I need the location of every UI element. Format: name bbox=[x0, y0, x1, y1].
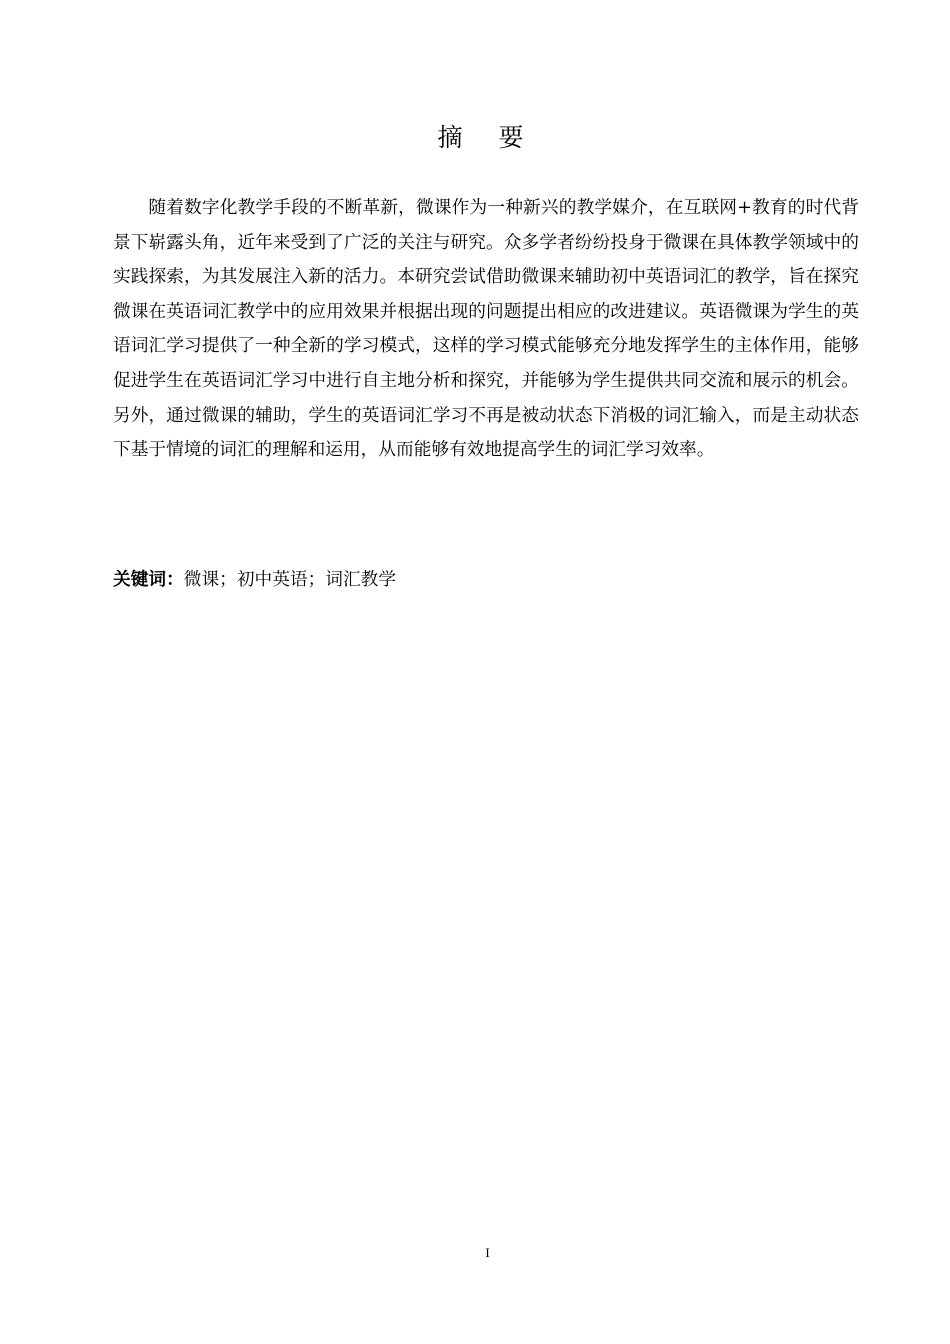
keywords-value: 微课；初中英语；词汇教学 bbox=[183, 570, 397, 590]
page-title: 摘 要 bbox=[437, 123, 538, 152]
page-number: I bbox=[485, 1245, 490, 1260]
keywords-label: 关键词： bbox=[113, 570, 184, 590]
keywords-line bbox=[113, 565, 859, 595]
abstract-paragraph: 随着数字化教学手段的不断革新，微课作为一种新兴的教学媒介，在互联网+教育的时代背景下崭露头角，近年来受到了广泛的关注与研究。众多学者纷纷投身于微课在具体教学领域中的实践探索，为其发展注入新的活力。本研究尝试借助微课来辅助初中英语词汇的教学，旨在探究微课在英语词汇教学中的应用效果并根据出现的问题提出相应的改进建议。英语微课为学生的英语词汇学习提供了一种全新的学习模式，这样的学习模式能够充分地发挥学生的主体作用，能够促进学生在英语词汇学习中进行自主地分析和探究，并能够为学生提供共同交流和展示的机会。另外，通过微课的辅助，学生的英语词汇学习不再是被动状态下消极的词汇输入，而是主动状态下基于情境的词汇的理解和运用，从而能够有效地提高学生的词汇学习效率。 bbox=[113, 198, 859, 461]
